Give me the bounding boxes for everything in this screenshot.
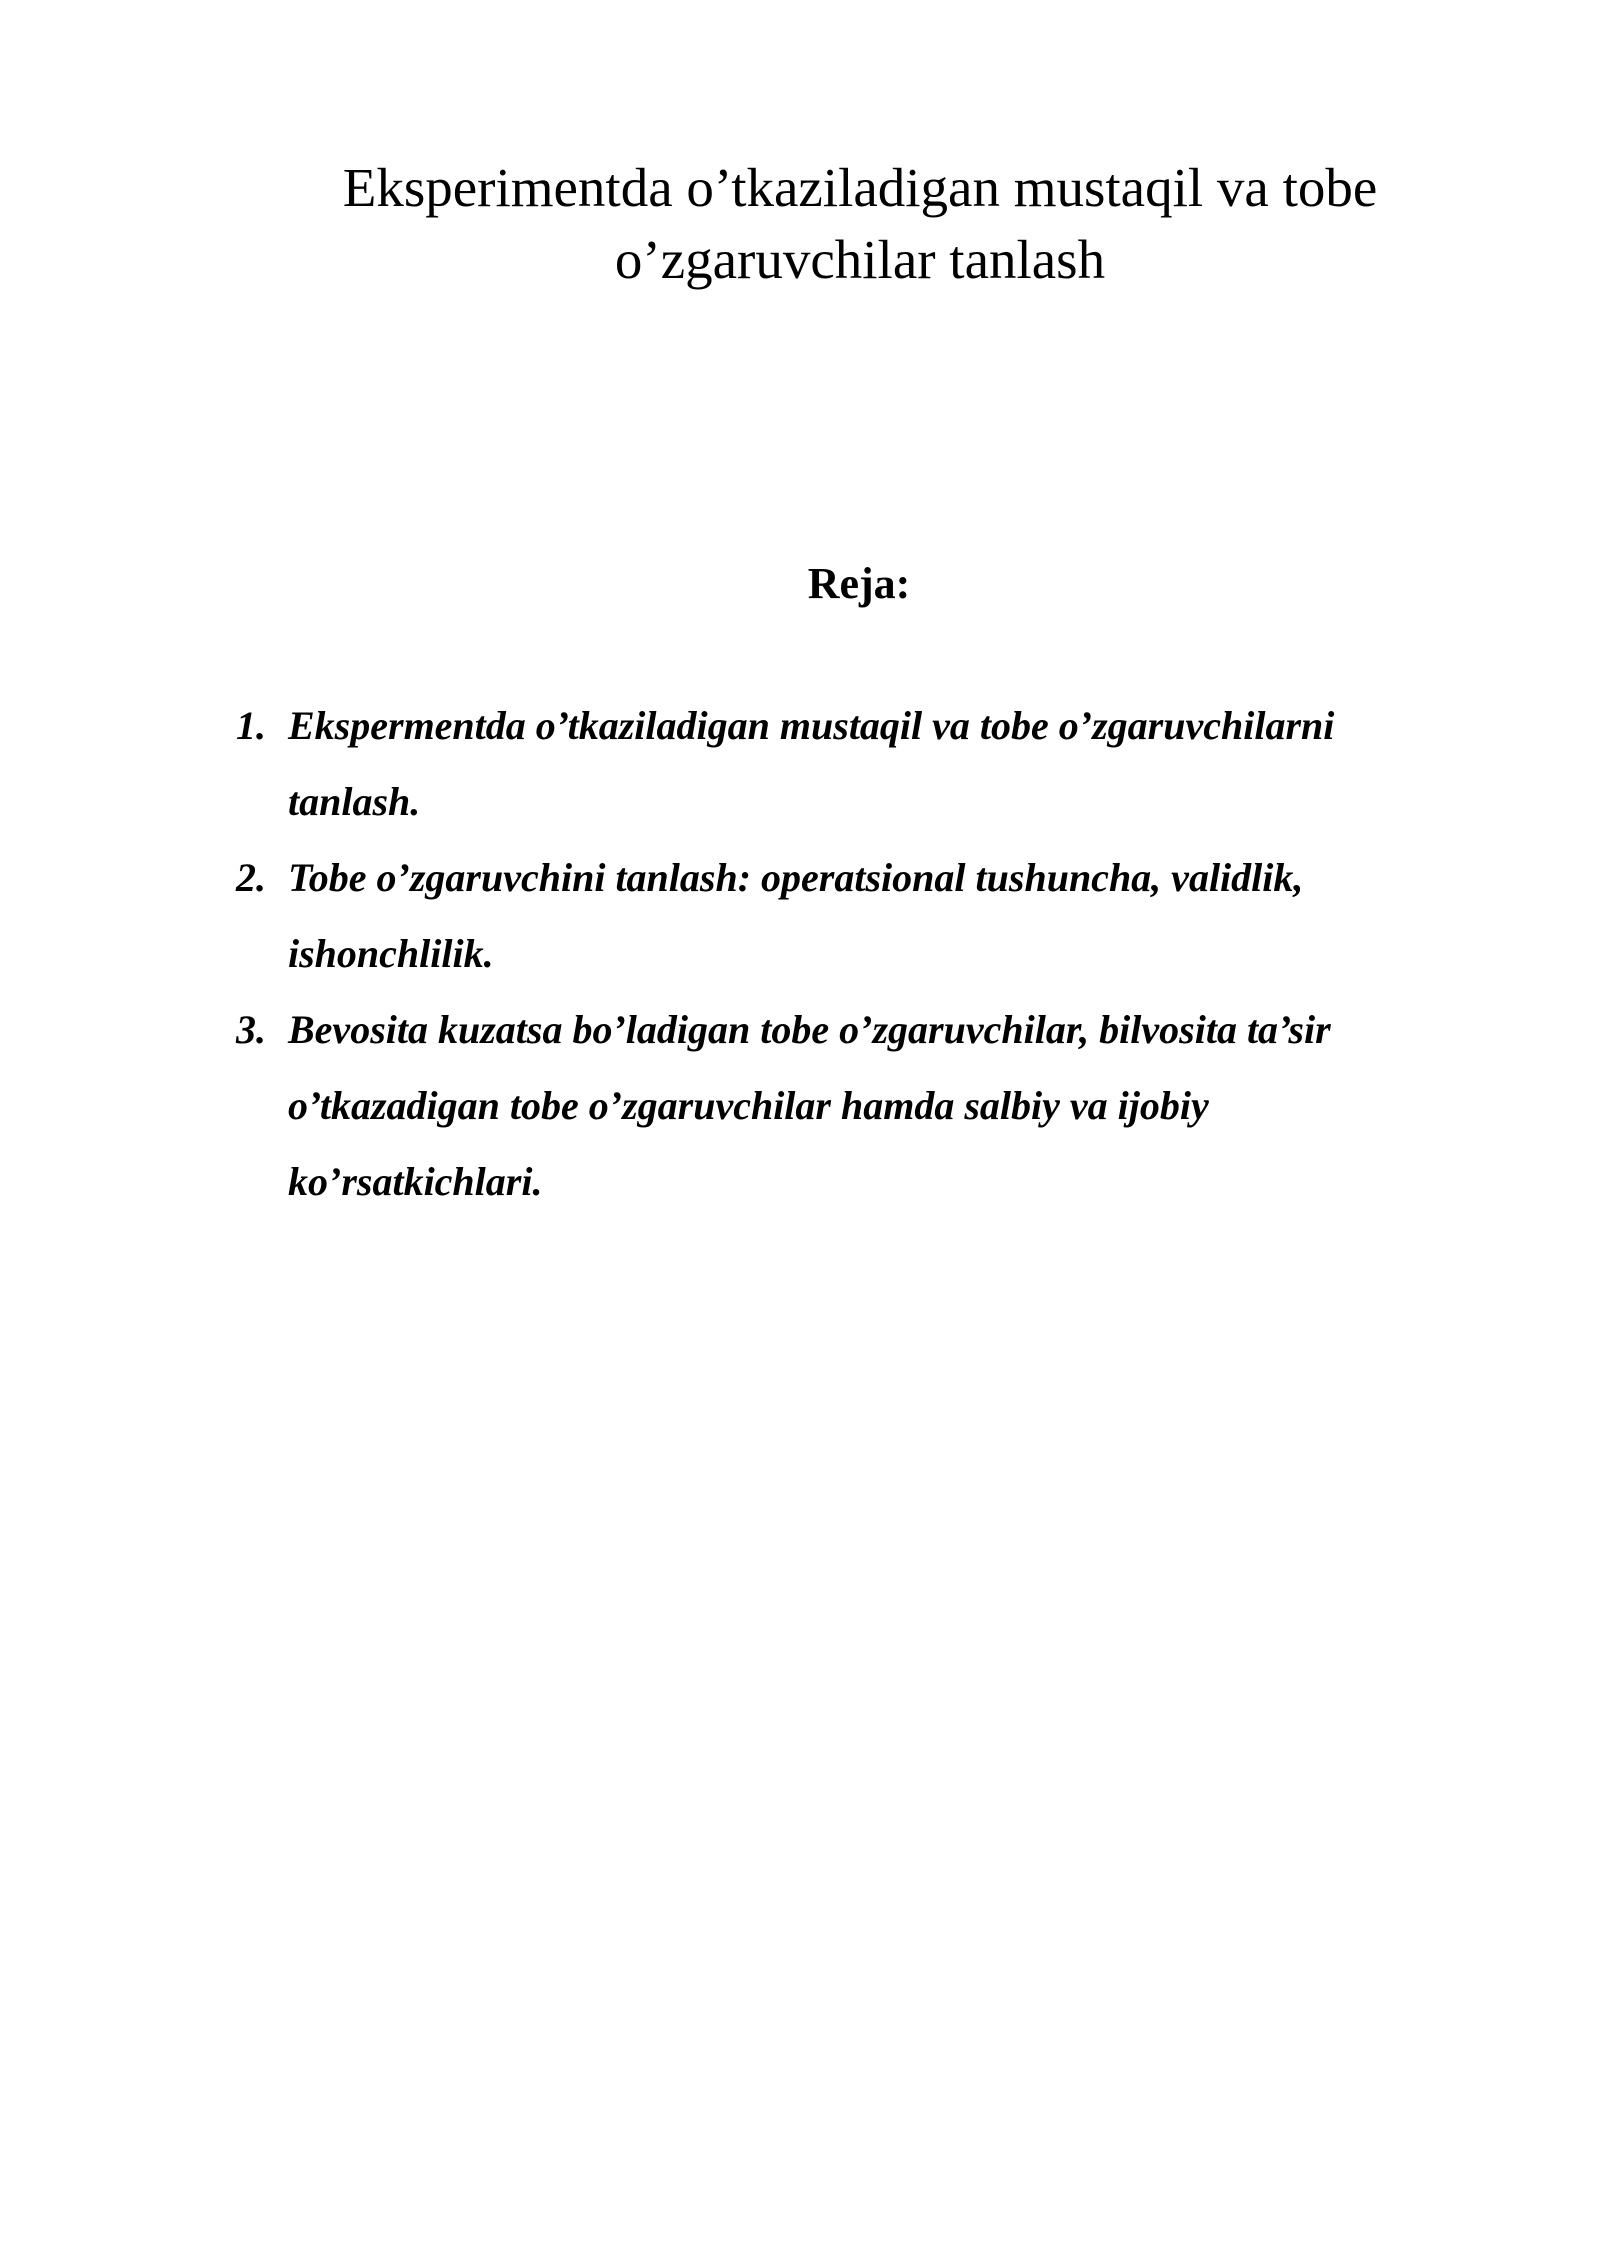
plan-item-1 [236,688,1436,840]
plan-item-2 [236,840,1436,992]
plan-item-number: 3. [236,1007,266,1052]
plan-item-line: ishonchlilik. [288,931,494,976]
plan-list [236,688,1436,1220]
plan-item-3 [236,992,1436,1220]
plan-item-line: tanlash. [288,779,421,824]
plan-item-line: Ekspermentda o’tkaziladigan mustaqil va tobe o’zgaruvchilarni [288,703,1335,748]
title-line: Eksperimentda o’tkaziladigan mustaqil va tobe [342,157,1378,218]
plan-heading: Reja: [807,559,911,608]
plan-item-number: 1. [236,703,266,748]
plan-item-line: Bevosita kuzatsa bo’ladigan tobe o’zgaruvchilar, bilvosita ta’sir [288,1007,1331,1052]
plan-item-number: 2. [236,855,266,900]
plan-item-line: Tobe o’zgaruvchini tanlash: operatsional tushuncha, validlik, [288,855,1304,900]
plan-item-line: ko’rsatkichlari. [288,1159,543,1204]
plan-item-line: o’tkazadigan tobe o’zgaruvchilar hamda salbiy va ijobiy [288,1083,1209,1128]
title-line: o’zgaruvchilar tanlash [614,229,1106,290]
document-title [230,152,1490,296]
